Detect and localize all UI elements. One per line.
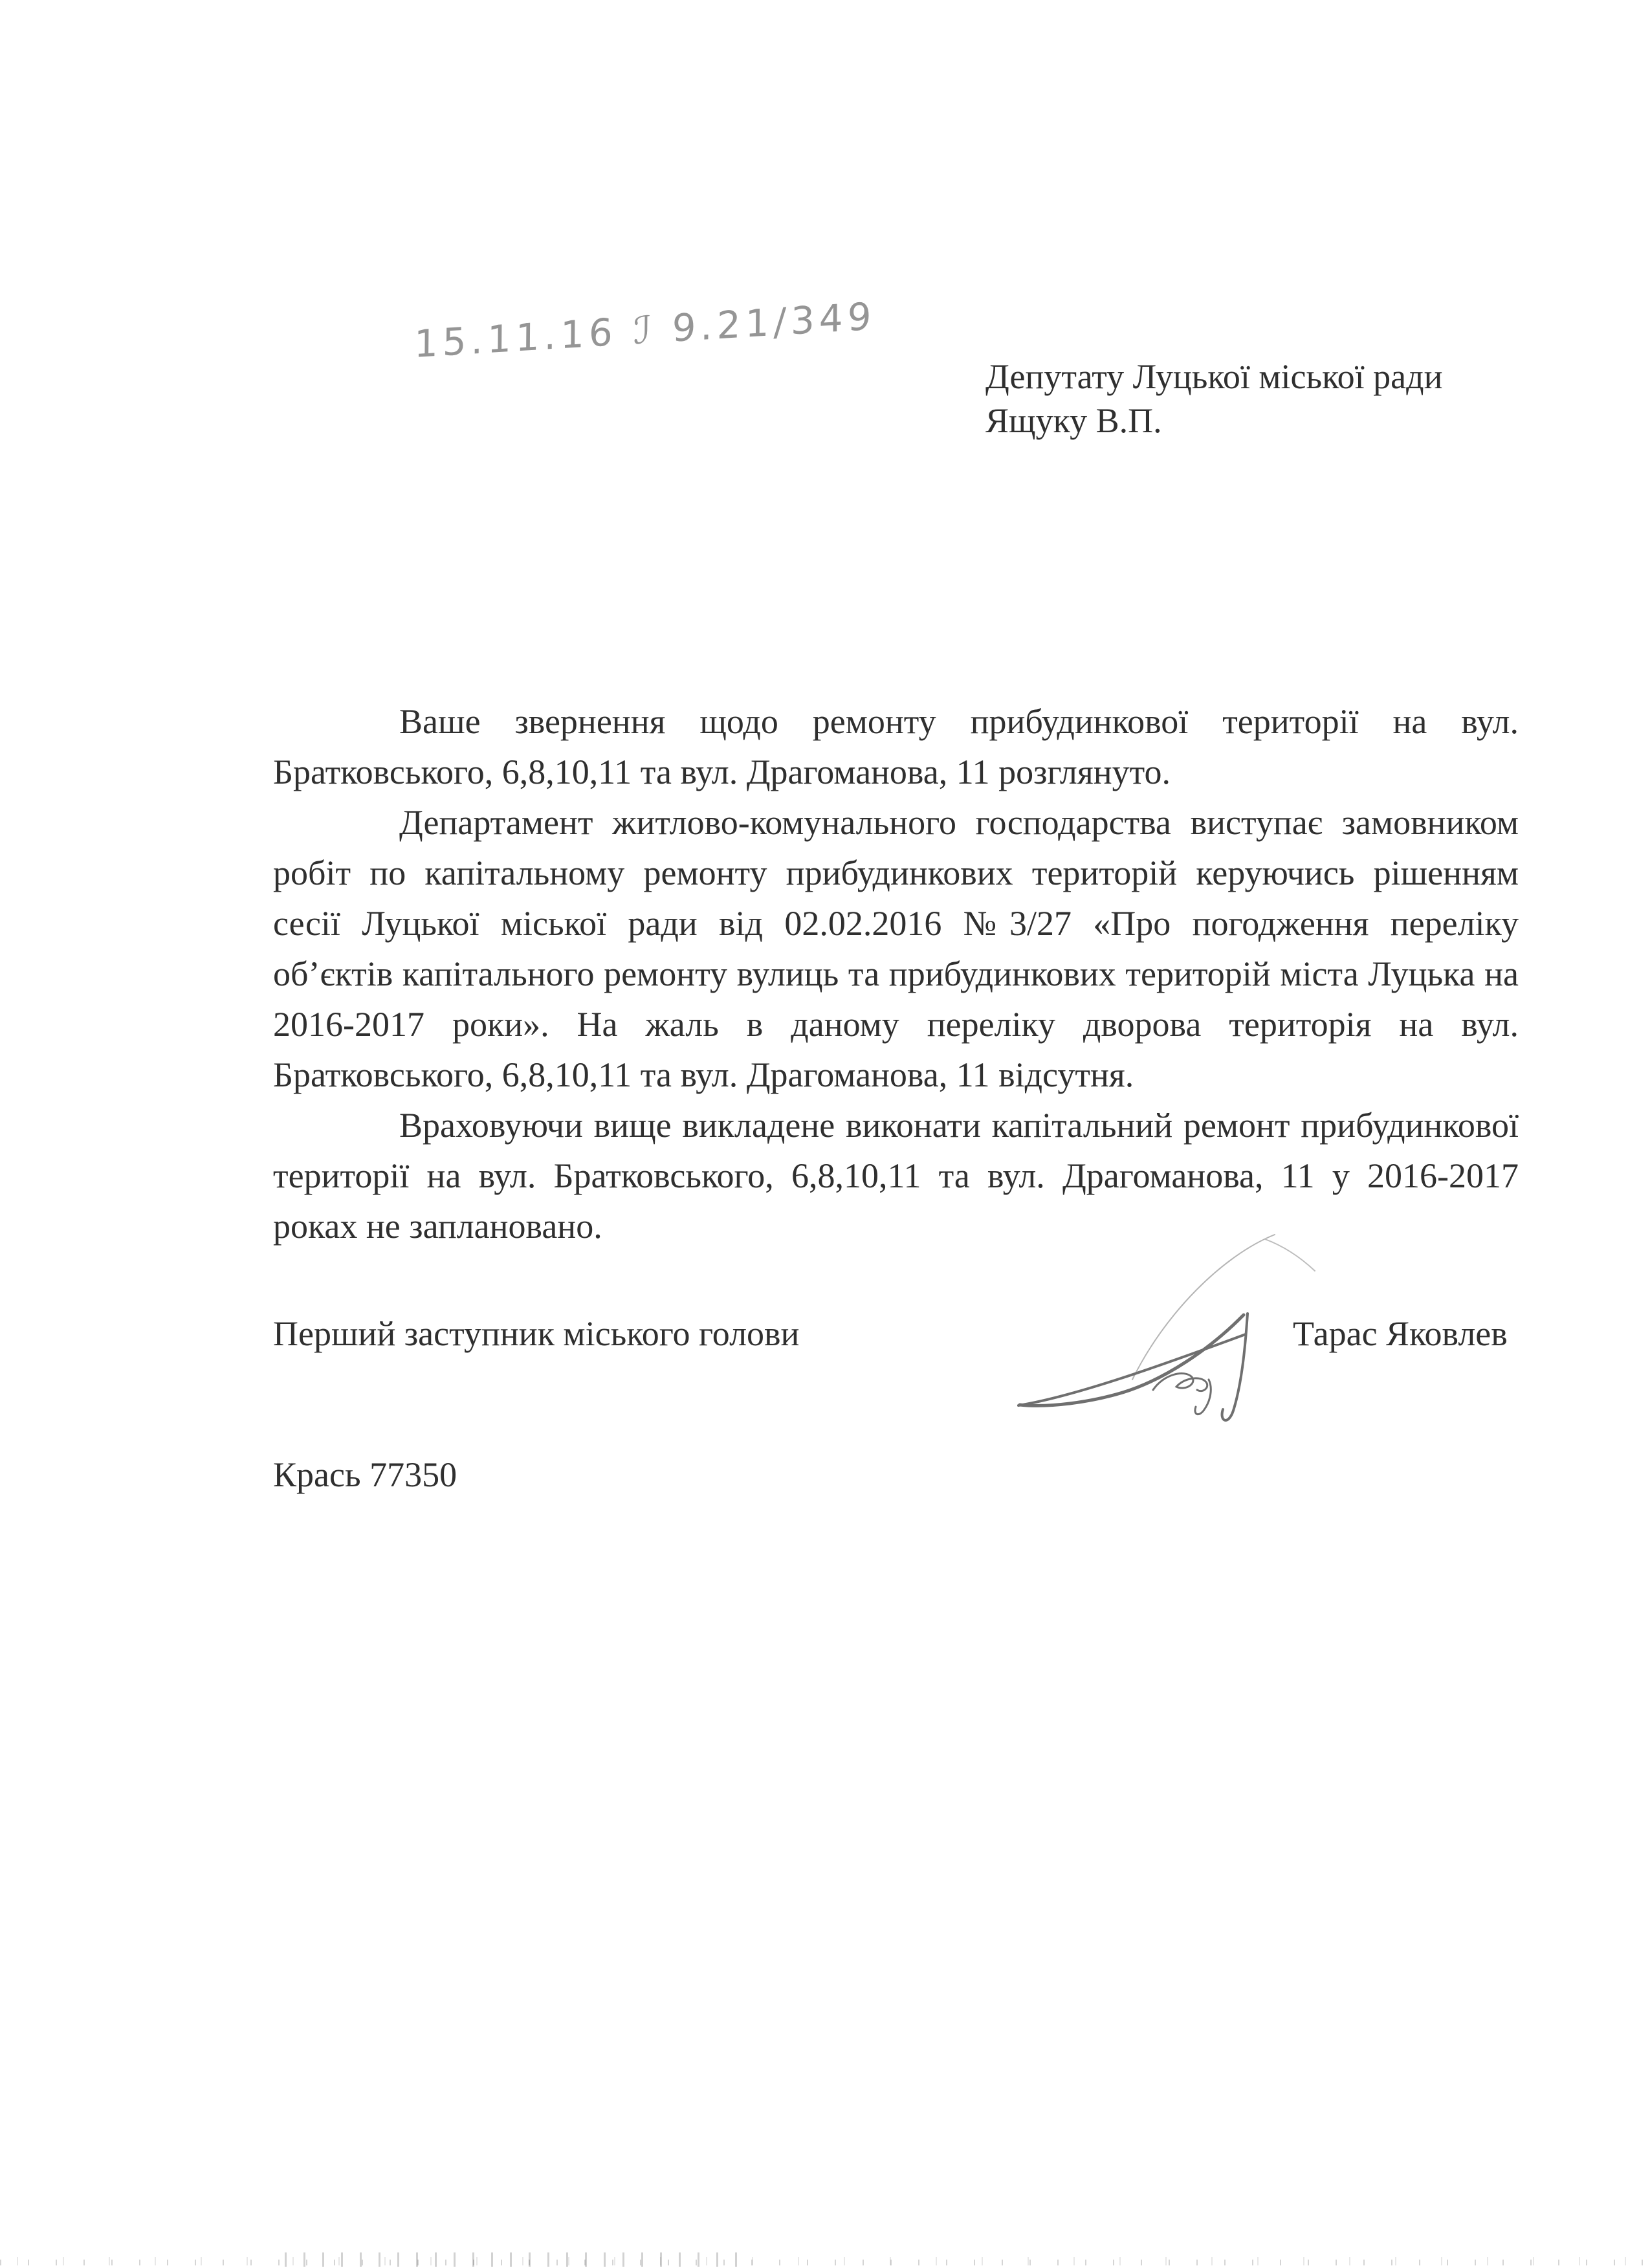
body-paragraph-2: Департамент житлово-комунального господарства виступає замовником робіт по капітальному ремонту прибудинкових територій керуючись рішенням сесії Луцької міської ради від 02.02.2016 №3/27 «Про погодження переліку об’єктів капітального ремонту вулиць та прибудинкових територій міста Луцька на 2016-2017 роки». На жаль в даному переліку дворова територія на вул. Братковського, 6,8,10,11 та вул. Драгоманова, 11 відсутня. <box>273 803 1519 1094</box>
body-paragraph-1: Ваше звернення щодо ремонту прибудинкової території на вул. Братковського, 6,8,10,11 та вул. Драгоманова, 11 розглянуто. <box>273 702 1519 791</box>
recipient-block <box>985 355 1516 443</box>
scan-noise-strip <box>0 2256 1650 2265</box>
letter-body <box>273 696 1519 1251</box>
body-paragraph-3: Враховуючи вище викладене виконати капітальний ремонт прибудинкової території на вул. Братковського, 6,8,10,11 та вул. Драгоманова, 11 у 2016-2017 роках не заплановано. <box>273 1106 1519 1246</box>
executor-line: Крась 77350 <box>273 1455 457 1494</box>
scan-noise-strip-2 <box>285 2252 738 2267</box>
handwritten-registration-note: 15.11.16 ℐ 9.21/349 <box>413 294 876 367</box>
signatory-title: Перший заступник міського голови <box>273 1314 800 1353</box>
recipient-line-2: Ящуку В.П. <box>985 401 1162 440</box>
signatory-name: Тарас Яковлев <box>1293 1314 1508 1353</box>
recipient-line-1: Депутату Луцької міської ради <box>985 357 1443 396</box>
